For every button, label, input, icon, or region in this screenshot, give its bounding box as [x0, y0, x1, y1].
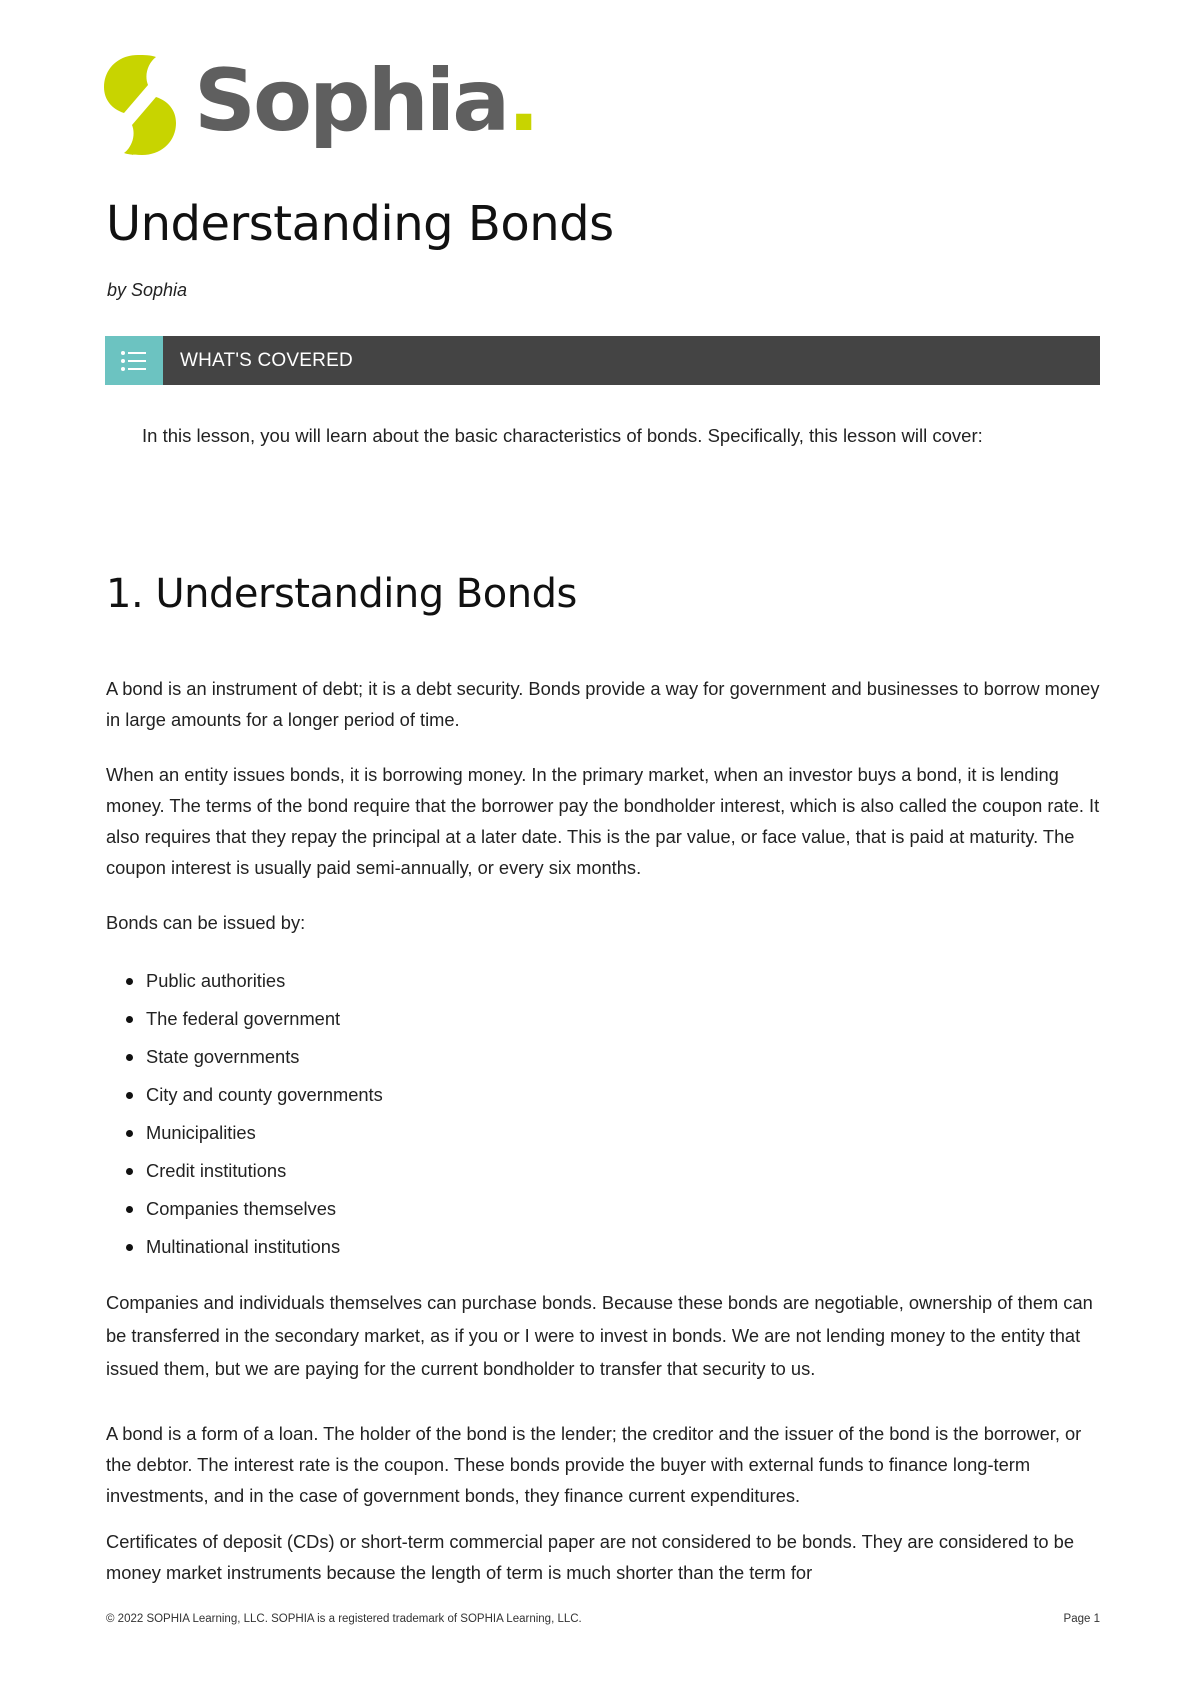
list-item: The federal government	[126, 1000, 383, 1038]
logo-wordmark: Sophia.	[194, 51, 537, 151]
issuer-list	[126, 962, 383, 1266]
section-heading: 1. Understanding Bonds	[106, 571, 577, 617]
whats-covered-label: WHAT'S COVERED	[180, 349, 353, 371]
paragraph-2: When an entity issues bonds, it is borrowing money. In the primary market, when an investor buys a bond, it is lending money. The terms of the bond require that the borrower pay the bondholder interest, which is also called the coupon rate. It also requires that they repay the principal at a later date. This is the par value, or face value, that is paid at maturity. The coupon interest is usually paid semi-annually, or every six months.	[106, 764, 1100, 878]
sophia-s-logo-icon	[104, 55, 176, 155]
list-item: City and county governments	[126, 1076, 383, 1114]
list-item: Companies themselves	[126, 1190, 383, 1228]
paragraph-3: Bonds can be issued by:	[106, 912, 306, 933]
list-icon	[105, 336, 163, 385]
footer-page-number: Page 1	[1063, 1613, 1100, 1625]
list-item: State governments	[126, 1038, 383, 1076]
footer-copyright: © 2022 SOPHIA Learning, LLC. SOPHIA is a registered trademark of SOPHIA Learning, LLC.	[106, 1613, 582, 1625]
paragraph-6: Certificates of deposit (CDs) or short-term commercial paper are not considered to be bonds. They are considered to be money market instruments because the length of term is much shorter than the term for	[106, 1531, 1075, 1583]
sophia-logo	[104, 51, 537, 155]
list-item: Credit institutions	[126, 1152, 383, 1190]
whats-covered-bar	[105, 336, 1100, 385]
paragraph-5: A bond is a form of a loan. The holder of the bond is the lender; the creditor and the issuer of the bond is the borrower, or the debtor. The interest rate is the coupon. These bonds provide the buyer with external funds to finance long-term investments, and in the case of government bonds, they finance current expenditures.	[106, 1423, 1082, 1506]
whats-covered-text: In this lesson, you will learn about the basic characteristics of bonds. Specifically, this lesson will cover:	[142, 425, 983, 446]
paragraph-1: A bond is an instrument of debt; it is a debt security. Bonds provide a way for government and businesses to borrow money in large amounts for a longer period of time.	[106, 678, 1100, 730]
list-item: Multinational institutions	[126, 1228, 383, 1266]
list-item: Municipalities	[126, 1114, 383, 1152]
paragraph-4: Companies and individuals themselves can purchase bonds. Because these bonds are negotiable, ownership of them can be transferred in the secondary market, as if you or I were to invest in bonds. We are not lending money to the entity that issued them, but we are paying for the current bondholder to transfer that security to us.	[106, 1292, 1093, 1379]
byline: by Sophia	[107, 280, 188, 300]
page-title: Understanding Bonds	[106, 196, 614, 252]
list-item: Public authorities	[126, 962, 383, 1000]
